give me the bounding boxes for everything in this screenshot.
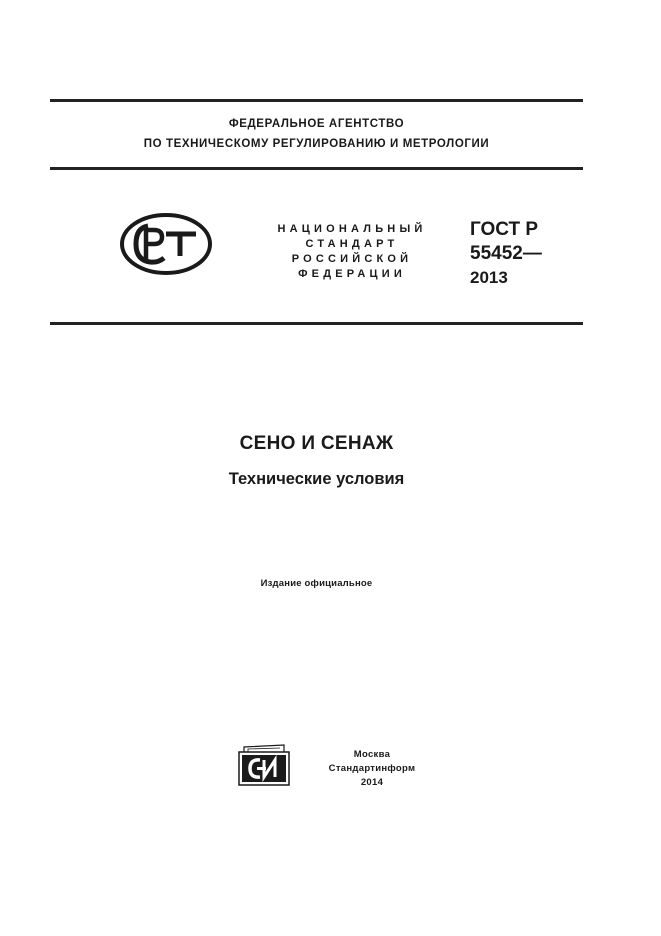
publisher-info xyxy=(318,748,426,790)
publisher-name: Стандартинформ xyxy=(328,763,416,774)
standard-type-line-1: НАЦИОНАЛЬНЫЙ xyxy=(277,223,427,235)
rst-certification-logo xyxy=(118,212,214,276)
standard-type-line-2: СТАНДАРТ xyxy=(305,238,399,250)
gost-year: 2013 xyxy=(470,268,508,287)
gost-designation xyxy=(470,218,542,290)
gost-prefix: ГОСТ Р xyxy=(470,219,539,240)
document-subtitle: Технические условия xyxy=(228,470,405,488)
standard-type-line-4: ФЕДЕРАЦИИ xyxy=(298,268,406,280)
gost-number: 55452— xyxy=(470,243,542,264)
agency-line-1: ФЕДЕРАЛЬНОЕ АГЕНТСТВО xyxy=(228,118,405,130)
standartinform-logo xyxy=(238,744,290,786)
agency-line-2: ПО ТЕХНИЧЕСКОМУ РЕГУЛИРОВАНИЮ И МЕТРОЛОГИИ xyxy=(143,138,490,150)
standard-type xyxy=(262,222,442,282)
top-rule xyxy=(50,99,583,102)
publisher-city: Москва xyxy=(353,749,391,760)
standard-type-line-3: РОССИЙСКОЙ xyxy=(291,253,413,265)
edition-note: Издание официальное xyxy=(260,578,373,589)
document-title: СЕНО И СЕНАЖ xyxy=(239,433,394,454)
header-rule xyxy=(50,167,583,170)
publication-year: 2014 xyxy=(360,777,384,788)
designation-rule xyxy=(50,322,583,325)
